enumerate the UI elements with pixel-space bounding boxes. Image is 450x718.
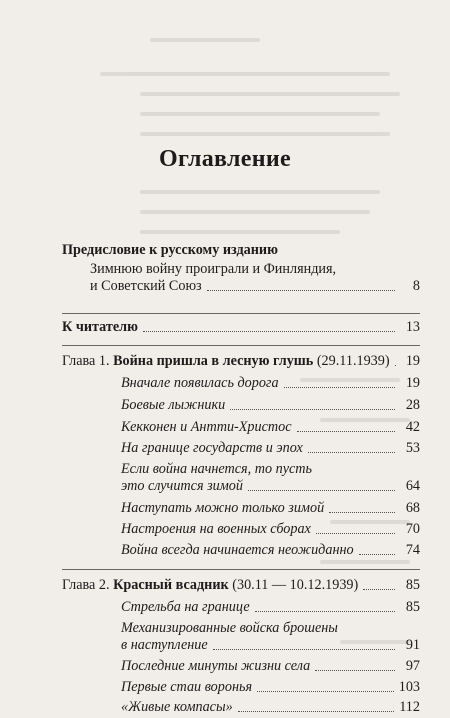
toc-section[interactable] (121, 521, 420, 538)
page-number: 13 (405, 319, 420, 335)
section-title: Настроения на военных сборах (121, 521, 311, 537)
dot-leader (238, 711, 395, 712)
section-title: Если война начнется, то пусть (121, 461, 312, 477)
page-number: 8 (412, 278, 420, 294)
toc-section[interactable] (121, 679, 420, 696)
toc-chapter-1[interactable] (62, 353, 420, 370)
section-title-cont: это случится зимой (121, 478, 243, 494)
dot-leader (297, 431, 395, 432)
toc-section[interactable] (121, 375, 420, 392)
section-title: Последние минуты жизни села (121, 658, 311, 674)
toc-chapter-2[interactable] (62, 577, 420, 594)
toc-entry-preface-sub[interactable] (90, 261, 420, 295)
toc-entry-preface[interactable] (62, 242, 420, 259)
section-title: Кекконен и Антти-Христос (121, 419, 292, 435)
dot-leader (143, 331, 395, 332)
toc-section[interactable] (121, 461, 420, 495)
preface-title: Предисловие к русскому изданию (62, 242, 278, 258)
section-title: Вначале появилась дорога (121, 375, 279, 391)
section-title-cont: в наступление (121, 637, 208, 653)
page-number: 91 (405, 637, 420, 653)
page-number: 42 (405, 419, 420, 435)
dot-leader (213, 649, 395, 650)
dot-leader (257, 691, 394, 692)
page-number: 85 (405, 599, 420, 615)
chapter-title: Война пришла в лесную глушь (113, 353, 314, 369)
page-number: 97 (405, 658, 420, 674)
page-number: 19 (405, 375, 420, 391)
separator-line (62, 313, 420, 314)
toc-section[interactable] (121, 542, 420, 559)
page-number: 64 (405, 478, 420, 494)
toc-entry-to-reader[interactable] (62, 319, 420, 336)
chapter-date: (30.11 — 10.12.1939) (232, 577, 359, 593)
dot-leader (308, 452, 395, 453)
page-number: 112 (399, 699, 420, 715)
page-number: 70 (405, 521, 420, 537)
section-title: На границе государств и эпох (121, 440, 303, 456)
chapter-date: (29.11.1939) (316, 353, 390, 369)
chapter-prefix: Глава 2. (62, 577, 110, 593)
separator-line (62, 345, 420, 346)
preface-sub-line1: Зимнюю войну проиграли и Финляндия, (90, 261, 337, 277)
toc-section[interactable] (121, 419, 420, 436)
dot-leader (363, 589, 395, 590)
toc-section[interactable] (121, 658, 420, 675)
chapter-title: Красный всадник (113, 577, 229, 593)
dot-leader (315, 670, 395, 671)
dot-leader (284, 387, 395, 388)
dot-leader (359, 554, 395, 555)
section-title: Боевые лыжники (121, 397, 226, 413)
dot-leader (316, 533, 395, 534)
dot-leader (248, 490, 395, 491)
toc-section[interactable] (121, 699, 420, 716)
to-reader-title: К читателю (62, 319, 138, 335)
chapter-prefix: Глава 1. (62, 353, 110, 369)
toc-section[interactable] (121, 599, 420, 616)
page-number: 28 (405, 397, 420, 413)
toc-section[interactable] (121, 620, 420, 654)
separator-line (62, 569, 420, 570)
dot-leader (329, 512, 395, 513)
section-title: Первые стаи воронья (121, 679, 253, 695)
section-title: Наступать можно только зимой (121, 500, 325, 516)
dot-leader (207, 290, 395, 291)
page-number: 74 (405, 542, 420, 558)
toc-section[interactable] (121, 397, 420, 414)
page-number: 19 (405, 353, 420, 369)
page-title: Оглавление (159, 146, 291, 172)
section-title: Война всегда начинается неожиданно (121, 542, 354, 558)
page-number: 103 (398, 679, 420, 695)
section-title: Механизированные войска брошены (121, 620, 338, 636)
page-number: 53 (405, 440, 420, 456)
toc-section[interactable] (121, 440, 420, 457)
preface-sub-line2: и Советский Союз (90, 278, 202, 294)
toc-section[interactable] (121, 500, 420, 517)
page-number: 85 (405, 577, 420, 593)
dot-leader (230, 409, 395, 410)
dot-leader (255, 611, 395, 612)
section-title: Стрельба на границе (121, 599, 250, 615)
page-number: 68 (405, 500, 420, 516)
section-title: «Живые компасы» (121, 699, 233, 715)
